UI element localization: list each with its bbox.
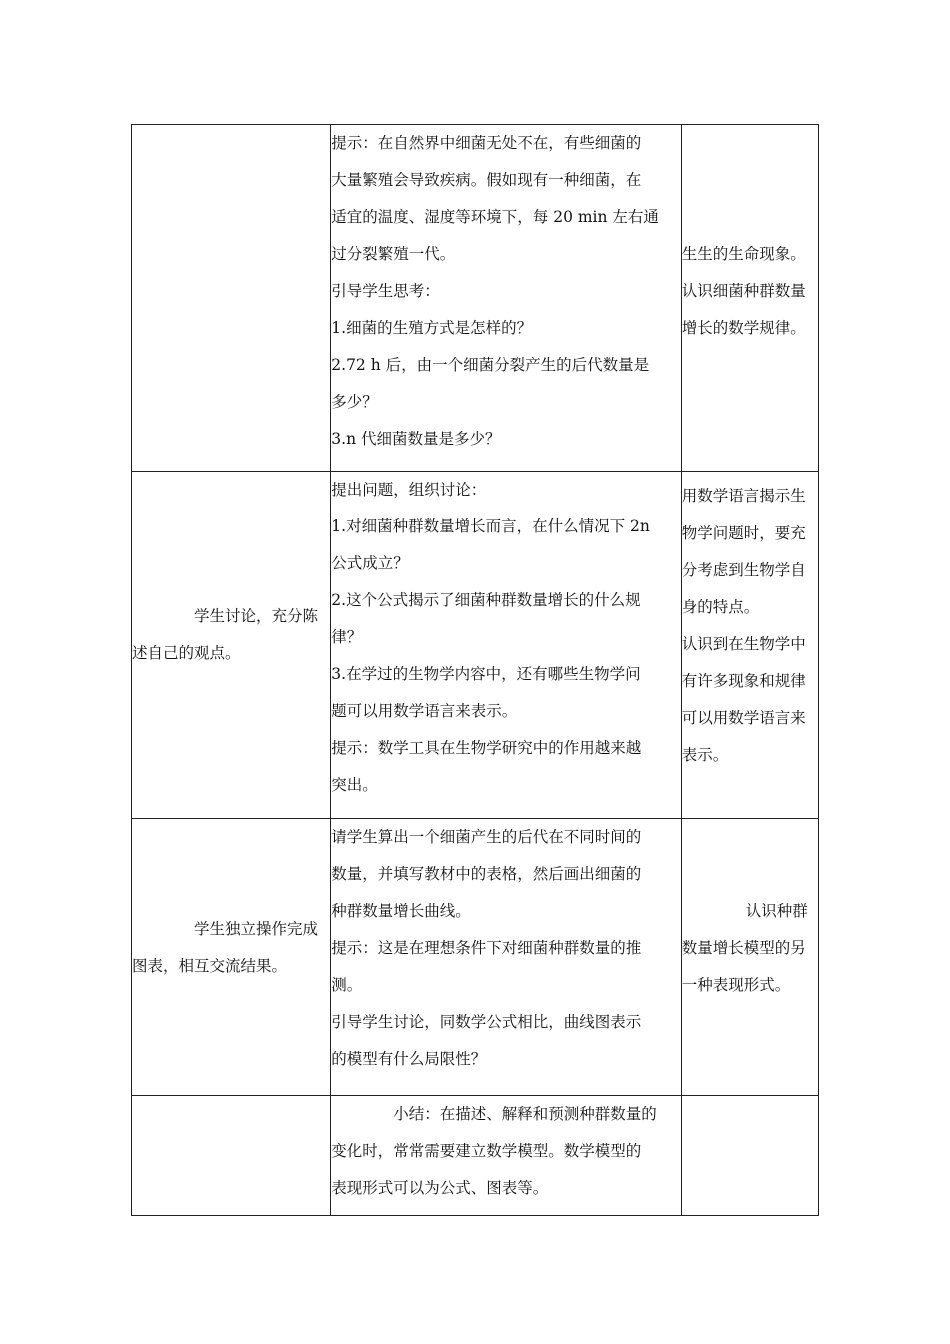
text-line: 引导学生思考：	[331, 282, 440, 300]
table-row	[132, 472, 819, 819]
teacher-activity-cell	[331, 125, 682, 472]
text-line: 请学生算出一个细菌产生的后代在不同时间的	[331, 828, 642, 846]
text-line: 题可以用数学语言来表示。	[331, 702, 518, 720]
text-line: 生生的生命现象。	[681, 245, 806, 263]
design-intent-cell	[681, 125, 818, 472]
text-line: 提示：这是在理想条件下对细菌种群数量的推	[331, 939, 642, 957]
text-line: 分考虑到生物学自	[681, 561, 806, 579]
text-line: 数量增长模型的另	[681, 939, 806, 957]
text-line: 引导学生讨论，同数学公式相比，曲线图表示	[331, 1013, 642, 1031]
text-line: 的模型有什么局限性？	[331, 1050, 487, 1068]
lesson-plan-table	[131, 124, 819, 1216]
text-line: 1.对细菌种群数量增长而言，在什么情况下 2n	[331, 517, 650, 535]
text-line: 提出问题，组织讨论：	[331, 481, 487, 499]
text-line: 数量，并填写教材中的表格，然后画出细菌的	[331, 865, 642, 883]
summary-line: 表现形式可以为公式、图表等。	[331, 1179, 549, 1197]
text-line: 测。	[331, 976, 363, 994]
table-row	[132, 1096, 819, 1216]
student-activity-cell	[132, 472, 331, 819]
summary-line: 小结：在描述、解释和预测种群数量的	[393, 1105, 657, 1123]
text-line: 图表，相互交流结果。	[132, 957, 288, 975]
text-line: 物学问题时，要充	[681, 524, 806, 542]
text-line: 有许多现象和规律	[681, 672, 806, 690]
student-activity-cell	[132, 125, 331, 472]
text-line: 用数学语言揭示生	[681, 487, 806, 505]
text-line: 律？	[331, 628, 363, 646]
teacher-activity-cell	[331, 472, 682, 819]
design-intent-cell	[681, 1096, 818, 1216]
text-line: 增长的数学规律。	[681, 319, 806, 337]
text-line: 大量繁殖会导致疾病。假如现有一种细菌，在	[331, 171, 642, 189]
table-row	[132, 819, 819, 1096]
teacher-activity-cell	[331, 1096, 682, 1216]
text-line: 提示：数学工具在生物学研究中的作用越来越	[331, 739, 642, 757]
text-line: 2.72 h 后，由一个细菌分裂产生的后代数量是	[331, 356, 650, 374]
text-line: 学生独立操作完成	[194, 920, 319, 938]
design-intent-cell	[681, 819, 818, 1096]
text-line: 认识细菌种群数量	[681, 282, 806, 300]
table-row	[132, 125, 819, 472]
text-line: 身的特点。	[681, 598, 760, 616]
text-line: 公式成立？	[331, 554, 409, 572]
text-line: 3.在学过的生物学内容中，还有哪些生物学问	[331, 665, 641, 683]
text-line: 认识种群	[745, 902, 808, 920]
text-line: 3.n 代细菌数量是多少？	[331, 430, 501, 448]
student-activity-cell	[132, 819, 331, 1096]
design-intent-cell	[681, 472, 818, 819]
text-line: 多少？	[331, 393, 378, 411]
student-activity-cell	[132, 1096, 331, 1216]
text-line: 认识到在生物学中	[681, 635, 806, 653]
text-line: 突出。	[331, 776, 378, 794]
text-line: 述自己的观点。	[132, 644, 241, 662]
text-line: 提示：在自然界中细菌无处不在，有些细菌的	[331, 134, 642, 152]
text-line: 表示。	[681, 746, 729, 764]
text-line: 1.细菌的生殖方式是怎样的？	[331, 319, 533, 337]
text-line: 一种表现形式。	[681, 976, 791, 994]
text-line: 过分裂繁殖一代。	[331, 245, 456, 263]
text-line: 可以用数学语言来	[681, 709, 806, 727]
text-line: 2.这个公式揭示了细菌种群数量增长的什么规	[331, 591, 641, 609]
text-line: 学生讨论，充分陈	[194, 607, 319, 625]
summary-line: 变化时，常常需要建立数学模型。数学模型的	[331, 1142, 642, 1160]
teacher-activity-cell	[331, 819, 682, 1096]
text-line: 适宜的温度、湿度等环境下，每 20 min 左右通	[331, 208, 659, 226]
text-line: 种群数量增长曲线。	[331, 902, 471, 920]
